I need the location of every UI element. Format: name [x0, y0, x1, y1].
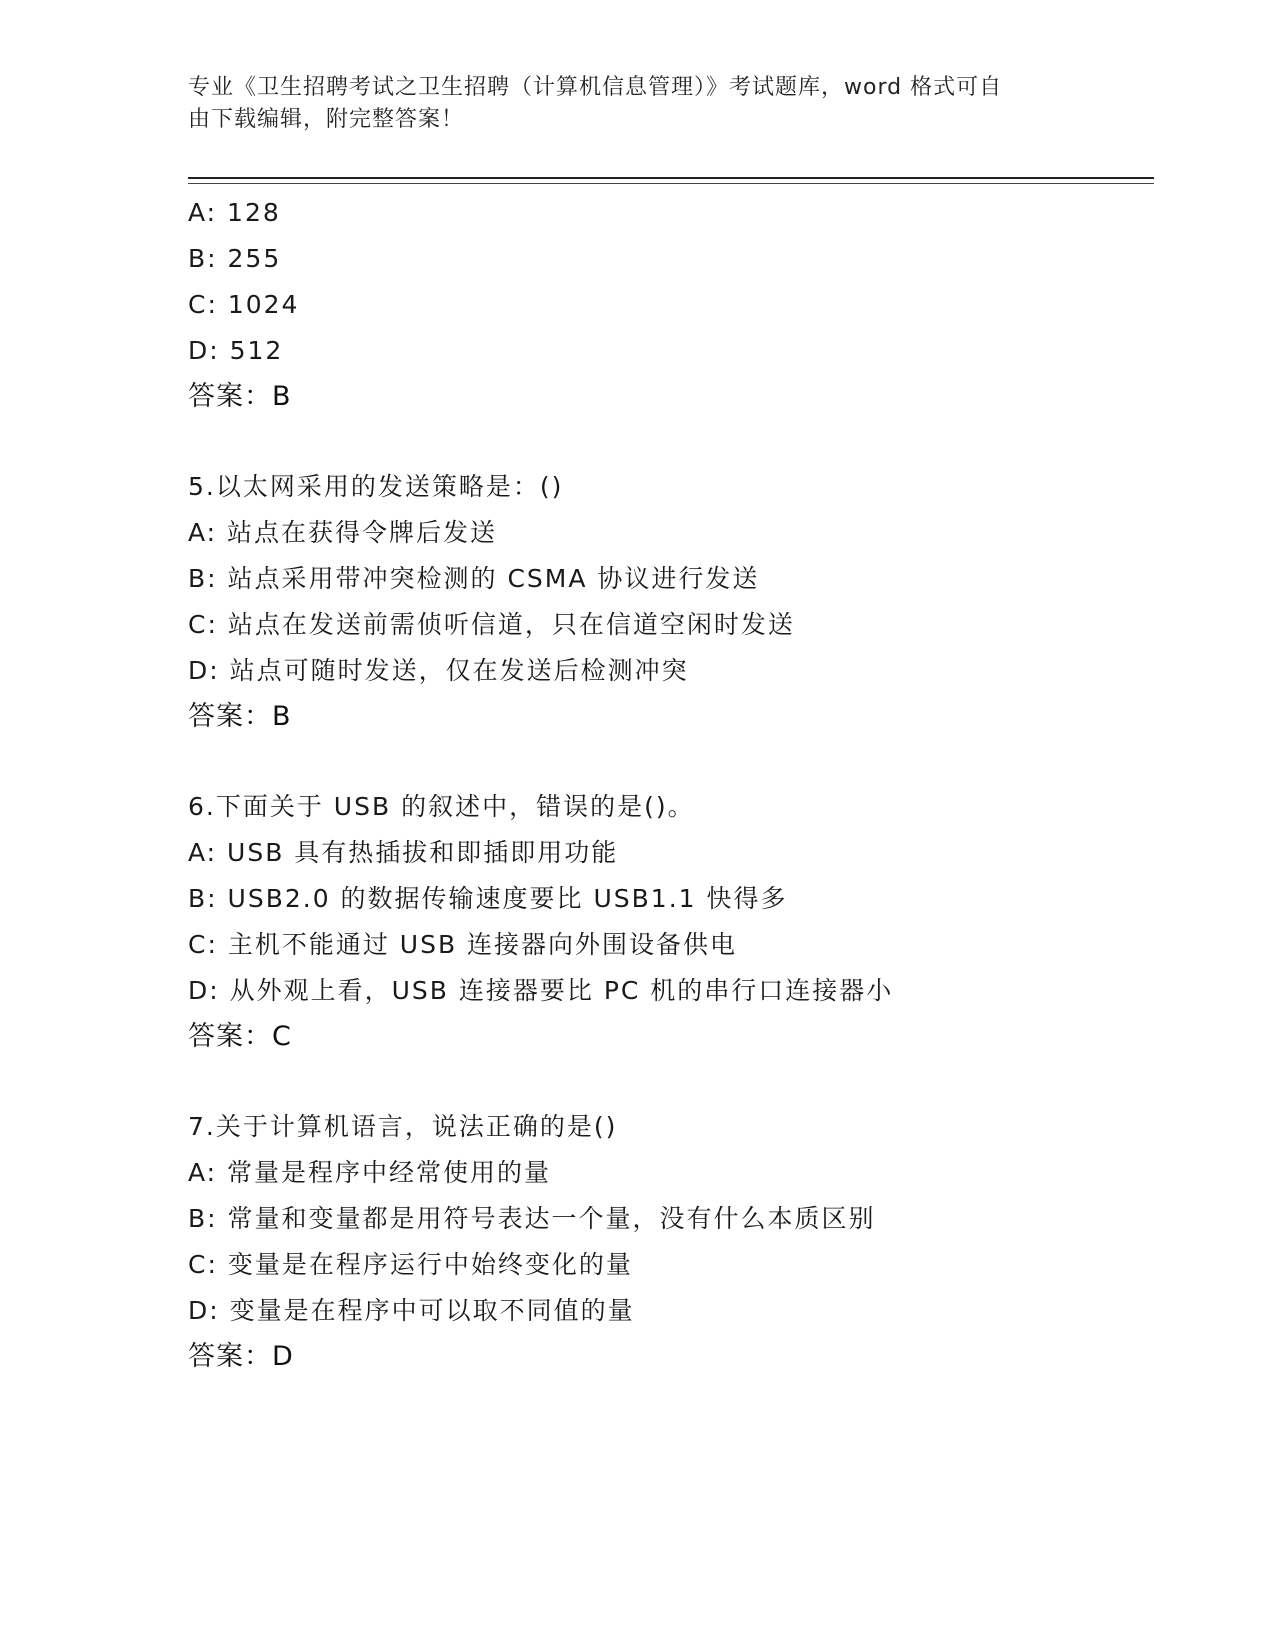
question-6	[188, 784, 1154, 1060]
option-a: A: 128	[188, 198, 281, 227]
answer-line: 答案：B	[188, 701, 292, 732]
option-c: C: 站点在发送前需侦听信道，只在信道空闲时发送	[188, 610, 795, 639]
spacer	[188, 420, 1154, 464]
spacer	[188, 1060, 1154, 1104]
header-divider-thick	[188, 177, 1154, 179]
question-stem: 7.关于计算机语言，说法正确的是()	[188, 1112, 618, 1141]
option-b: B: 站点采用带冲突检测的 CSMA 协议进行发送	[188, 564, 760, 593]
header-divider-thin	[188, 183, 1154, 184]
answer-line: 答案：D	[188, 1341, 294, 1372]
option-c: C: 1024	[188, 290, 300, 319]
question-stem: 5.以太网采用的发送策略是：()	[188, 472, 564, 501]
question-partial	[188, 190, 1154, 420]
document-header	[188, 72, 1068, 136]
option-a: A: USB 具有热插拔和即插即用功能	[188, 838, 619, 867]
question-5	[188, 464, 1154, 740]
option-a: A: 站点在获得令牌后发送	[188, 518, 498, 547]
header-line-2: 由下载编辑，附完整答案！	[188, 107, 465, 132]
answer-line: 答案：C	[188, 1021, 292, 1052]
question-list	[188, 190, 1154, 1380]
option-c: C: 变量是在程序运行中始终变化的量	[188, 1250, 633, 1279]
header-line-1: 专业《卫生招聘考试之卫生招聘（计算机信息管理）》考试题库，word 格式可自	[188, 75, 1003, 100]
option-d: D: 站点可随时发送，仅在发送后检测冲突	[188, 656, 689, 685]
option-d: D: 从外观上看，USB 连接器要比 PC 机的串行口连接器小	[188, 976, 894, 1005]
option-d: D: 变量是在程序中可以取不同值的量	[188, 1296, 635, 1325]
answer-line: 答案：B	[188, 381, 292, 412]
option-b: B: USB2.0 的数据传输速度要比 USB1.1 快得多	[188, 884, 788, 913]
option-d: D: 512	[188, 336, 284, 365]
question-stem: 6.下面关于 USB 的叙述中，错误的是()。	[188, 792, 695, 821]
option-b: B: 255	[188, 244, 282, 273]
option-c: C: 主机不能通过 USB 连接器向外围设备供电	[188, 930, 738, 959]
option-b: B: 常量和变量都是用符号表达一个量，没有什么本质区别	[188, 1204, 876, 1233]
option-a: A: 常量是程序中经常使用的量	[188, 1158, 552, 1187]
question-7	[188, 1104, 1154, 1380]
spacer	[188, 740, 1154, 784]
